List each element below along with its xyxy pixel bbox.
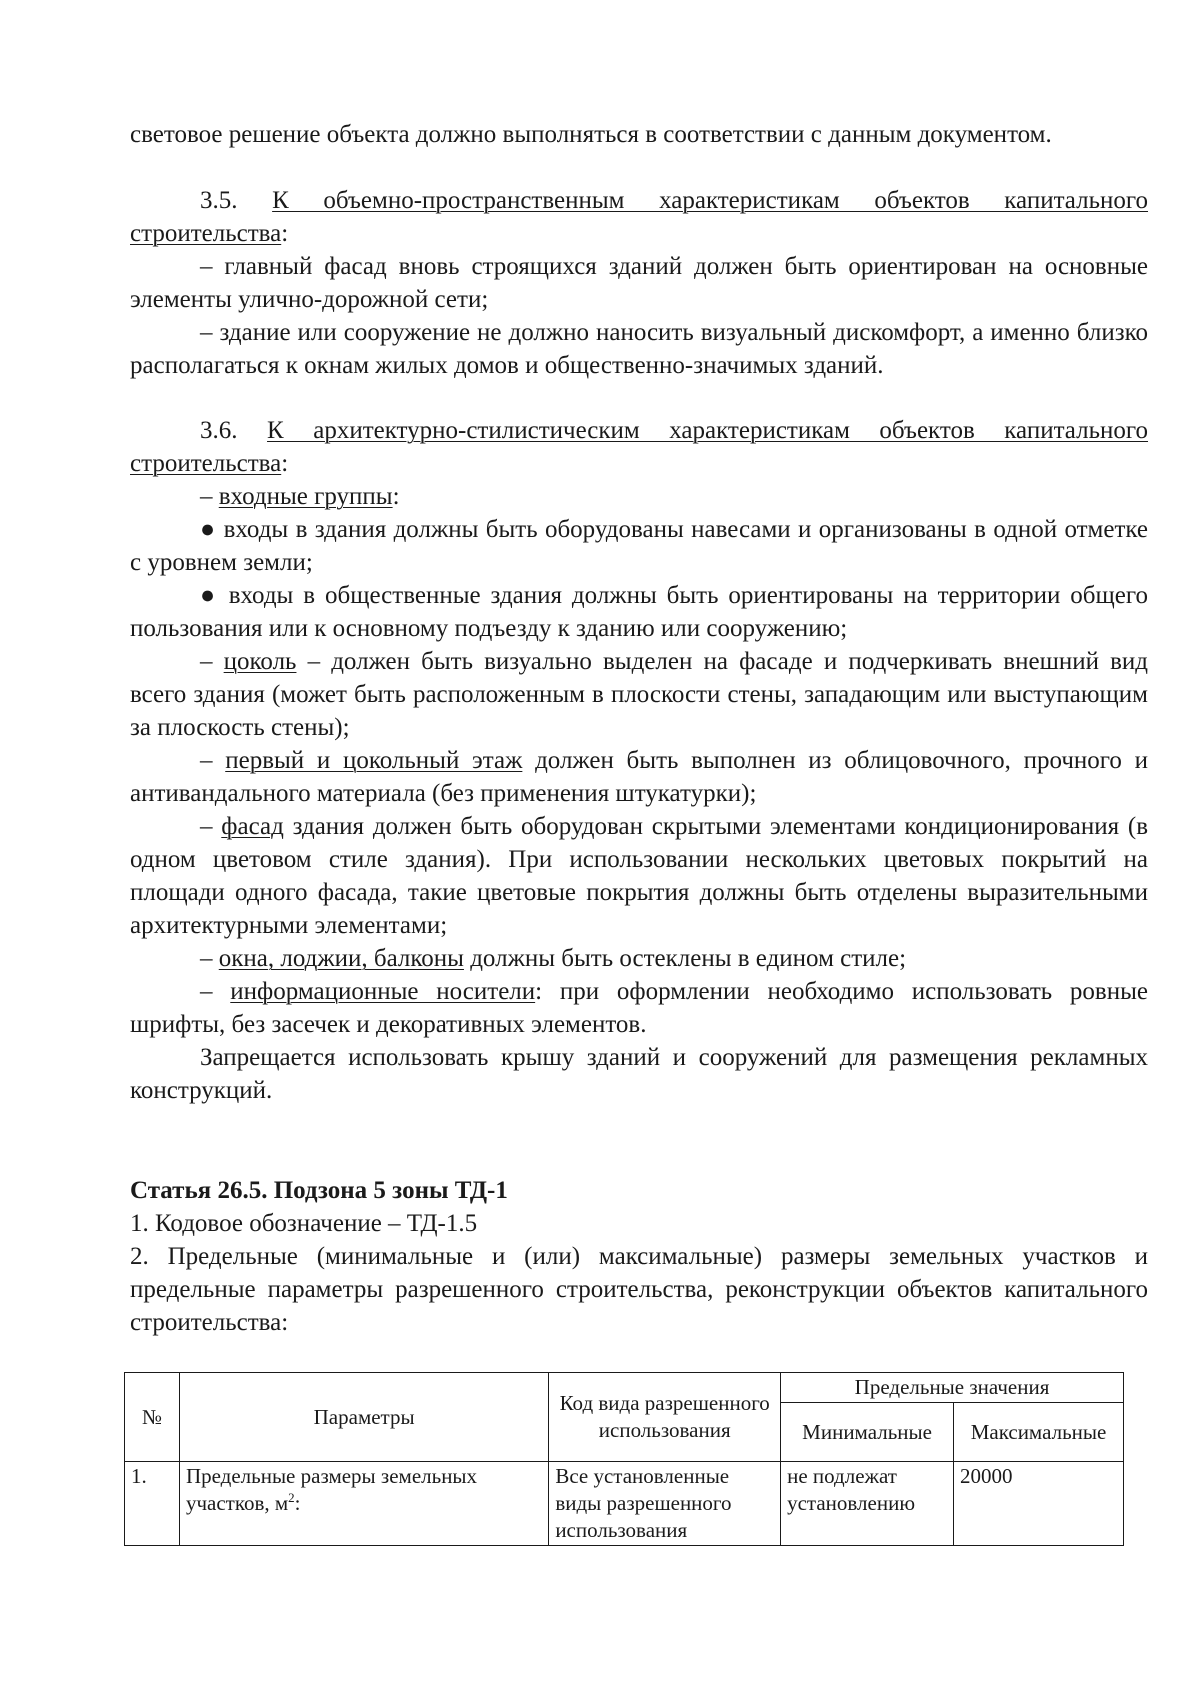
- term: цоколь: [223, 648, 297, 675]
- header-use-code: Код вида разрешенного использования: [549, 1373, 781, 1462]
- bullet-item: ● входы в общественные здания должны быть ориентированы на территории общего пользования или к основному подъезду к зданию или сооружению;: [130, 582, 1149, 642]
- section-3-6-heading: 3.6. К архитектурно-стилистическим характеристикам объектов капитального строительства:: [130, 417, 1149, 477]
- cell-maximum: 20000: [954, 1462, 1124, 1546]
- limits-table: [124, 1372, 1124, 1546]
- paragraph-facade: – фасад здания должен быть оборудован скрытыми элементами кондиционирования (в одном цветовом стиле здания). При использовании нескольких цветовых покрытий на площади одного фасада, такие цветовые покрытия должны быть отделены выразительными архитектурными элементами;: [130, 813, 1149, 939]
- cell-parameter: Предельные размеры земельных участков, $м^2$:: [179, 1462, 548, 1546]
- term: окна, лоджии, балконы: [218, 945, 464, 972]
- section-3-5-heading: 3.5. К объемно-пространственным характеристикам объектов капитального строительства:: [130, 187, 1149, 247]
- entry-groups-heading: – входные группы:: [200, 483, 400, 510]
- section-title: К объемно-пространственным характеристикам объектов капитального строительства: [130, 187, 1149, 247]
- paragraph-plinth: – цоколь – должен быть визуально выделен на фасаде и подчеркивать внешний вид всего здания (может быть расположенным в плоскости стены, западающим или выступающим за плоскость стены);: [130, 648, 1148, 741]
- intro-paragraph: световое решение объекта должно выполняться в соответствии с данным документом.: [130, 121, 1052, 148]
- section-number: 3.6.: [200, 417, 238, 444]
- cell-number: 1.: [125, 1462, 180, 1546]
- bullet-item: ● входы в здания должны быть оборудованы навесами и организованы в одной отметке с уровнем земли;: [130, 516, 1148, 576]
- cell-use-code: Все установленные виды разрешенного использования: [549, 1462, 781, 1546]
- article-item-limits: 2. Предельные (минимальные и (или) максимальные) размеры земельных участков и предельные параметры разрешенного строительства, реконструкции объектов капитального строительства:: [130, 1243, 1148, 1336]
- cell-minimum: не подлежат установлению: [781, 1462, 954, 1546]
- paragraph-prohibition: Запрещается использовать крышу зданий и сооружений для размещения рекламных конструкций.: [130, 1044, 1148, 1104]
- header-maximum: Максимальные: [954, 1403, 1124, 1462]
- article-item-code: 1. Кодовое обозначение – ТД-1.5: [130, 1210, 478, 1237]
- paragraph-info-carriers: – информационные носители: при оформлении необходимо использовать ровные шрифты, без засечек и декоративных элементов.: [130, 978, 1149, 1038]
- header-number: №: [125, 1373, 180, 1462]
- paragraph-windows: – окна, лоджии, балконы должны быть остеклены в едином стиле;: [200, 945, 907, 972]
- paragraph-main-facade: – главный фасад вновь строящихся зданий должен быть ориентирован на основные элементы улично-дорожной сети;: [130, 253, 1148, 313]
- section-title: К архитектурно-стилистическим характеристикам объектов капитального строительства: [130, 417, 1149, 477]
- header-minimum: Минимальные: [781, 1403, 954, 1462]
- term: первый и цокольный этаж: [225, 747, 523, 774]
- table-header-row: [125, 1373, 1124, 1403]
- bullet-icon: ●: [200, 516, 217, 543]
- term: входные группы: [218, 483, 393, 510]
- header-limit-values: Предельные значения: [781, 1373, 1124, 1403]
- table-row: [125, 1462, 1124, 1546]
- term: фасад: [221, 813, 284, 840]
- bullet-icon: ●: [200, 582, 219, 609]
- header-parameters: Параметры: [179, 1373, 548, 1462]
- article-title: Статья 26.5. Подзона 5 зоны ТД-1: [130, 1177, 508, 1204]
- paragraph-first-floor: – первый и цокольный этаж должен быть выполнен из облицовочного, прочного и антивандального материала (без применения штукатурки);: [130, 747, 1148, 807]
- section-number: 3.5.: [200, 187, 238, 214]
- term: информационные носители: [230, 978, 536, 1005]
- paragraph-visual-discomfort: – здание или сооружение не должно наносить визуальный дискомфорт, а именно близко располагаться к окнам жилых домов и общественно-значимых зданий.: [130, 319, 1148, 379]
